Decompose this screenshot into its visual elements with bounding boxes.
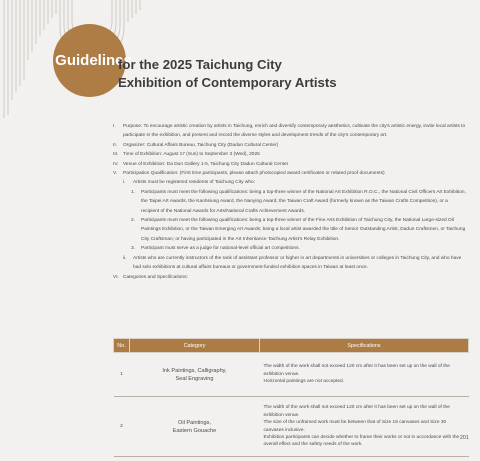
section-number: VI.: [113, 274, 119, 280]
page-number: 201: [459, 435, 469, 441]
row-category: [130, 397, 260, 457]
qualification-item-3: [113, 244, 467, 253]
row-number: 1: [114, 353, 130, 397]
row-number: 2: [114, 397, 130, 457]
item-text: Participant must serve as a judge for national-level official art competitions.: [141, 246, 300, 252]
page-title: [118, 56, 337, 92]
header-no: No.: [114, 339, 130, 353]
item-text: Participants must meet the following qualifications: being a top-three winner of the National Art Exhibition R.O.C., the National Civil Officers Art Exhibition, the Taipei Art Awards, the Kaohsiung Award, the Nanying Award, the Taiwan Craft Award (formerly known as the Taiwan Crafts Competition), or a recipient of the National Awards for Arts/National Crafts Achievement Awards.: [141, 189, 466, 214]
item-text: Participants must meet the following qualifications: being a top-three winner of the Fine Arts Exhibition of Taichung City, the National Large-sized Oil Paintings Exhibition, or the Taiwan Emerging Art Awards; being a local artist awarded the title of Senior Outstanding Artist, Dadun Craftsmen, or Taichung City Craftsman; or having participated in the Art Inheritance Taichung Artist's Relay Exhibition.: [141, 218, 466, 242]
row-category: [130, 353, 260, 397]
section-text: Categories and Specifications:: [123, 274, 188, 280]
header-category: Category: [130, 339, 260, 353]
section-text: Purpose: To encourage artistic creation by artists in Taichung, enrich and diversify contemporary aesthetics, cultivate the city's artistic energy, invite local artists to participate in the exhibition, and present and record the diverse styles and development trends of the city's contemporary art.: [123, 124, 466, 139]
section-number: II.: [113, 142, 117, 148]
section-number: V.: [113, 171, 118, 177]
spec-line: Exhibition participants can decide whether to frame their works or not in accordance with the overall effect and the safety needs of the work.: [263, 434, 460, 448]
section-qualification: [113, 169, 467, 178]
guidelines-badge-label: Guidelines: [55, 52, 132, 69]
category-line: Eastern Gouache: [172, 427, 217, 434]
section-categories: [113, 273, 467, 282]
table-header-row: [114, 339, 469, 353]
qualification-item-1: [113, 188, 467, 216]
section-text: Time of Exhibition: August 17 (Sun) to September 3 (Wed), 2025: [123, 152, 260, 158]
section-organizer: [113, 141, 467, 150]
header-specifications: Specifications: [260, 339, 469, 353]
categories-table: [113, 338, 469, 457]
category-line: Seal Engraving: [175, 375, 214, 382]
spec-line: Horizontal paintings are not accepted.: [263, 379, 345, 385]
row-specifications: [260, 353, 469, 397]
qualification-i: [113, 178, 467, 187]
guidelines-badge: [53, 24, 132, 97]
category-line: Ink Paintings, Calligraphy,: [162, 367, 227, 374]
guidelines-body: [113, 122, 467, 282]
spec-line: The width of the work shall not exceed 120 cm after it has been set up on the wall of the exhibition venue.: [263, 364, 450, 377]
item-number: 3.: [131, 246, 136, 252]
subsection-number: i.: [123, 180, 126, 186]
spec-line: The size of the unframed work must be between that of Size 15 canvases and Size 30 canvases inclusive.: [263, 420, 447, 433]
section-number: I.: [113, 124, 116, 129]
section-purpose: [113, 122, 467, 141]
qualification-item-2: [113, 216, 467, 244]
table-row: [114, 397, 469, 457]
subsection-text: Artists must be registered residents of Taichung City who:: [133, 180, 256, 186]
section-number: III.: [113, 152, 119, 158]
section-time: [113, 150, 467, 159]
item-number: 2.: [131, 218, 136, 224]
item-number: 1.: [131, 189, 136, 195]
spec-line: The width of the work shall not exceed 120 cm after it has been set up on the wall of the exhibition venue.: [263, 405, 450, 418]
title-line-1: for the 2025 Taichung City: [118, 57, 282, 72]
qualification-ii: [113, 254, 467, 273]
category-line: Oil Paintings,: [178, 419, 211, 426]
section-number: IV.: [113, 161, 119, 167]
title-line-2: Exhibition of Contemporary Artists: [118, 75, 337, 90]
subsection-number: ii.: [123, 255, 127, 261]
section-venue: [113, 160, 467, 169]
section-text: Organizer: Cultural Affairs Bureau, Taichung City (Dadun Cultural Center): [123, 142, 279, 148]
section-text: Venue of Exhibition: Da Dun Gallery 1-5, Taichung City Dadun Cultural Center: [123, 161, 289, 167]
section-text: Participation Qualification: (First time participants, please attach photocopied award certificates or related proof documents): [123, 171, 385, 177]
subsection-text: Artists who are currently instructors of the rank of assistant professor or higher in art departments in universities or colleges in Taichung City, and who have had solo exhibitions at cultural affairs bureaus or government-funded exhibition spaces in Taiwan at least once.: [133, 255, 462, 271]
row-specifications: [260, 397, 469, 457]
table-row: [114, 353, 469, 397]
